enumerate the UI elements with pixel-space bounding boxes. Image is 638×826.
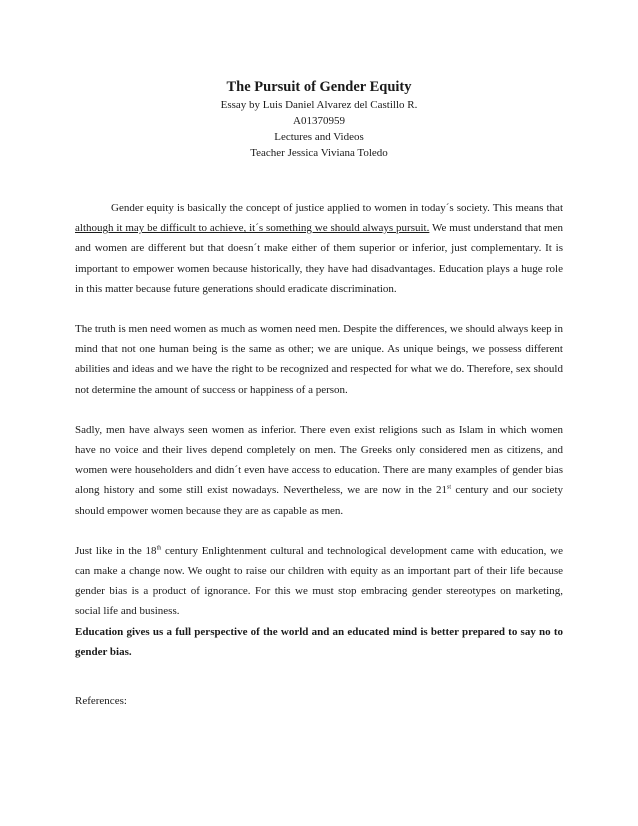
essay-title: The Pursuit of Gender Equity bbox=[226, 79, 412, 95]
paragraph-3-text-a: Sadly, men have always seen women as inferior. There even exist religions such as Islam in which women have no voice and their lives depend completely on men. The Greeks only considered men as citizens, and women were householders and didn´t even have access to education. There are many examples of gender bias along history and some still exist nowadays. Nevertheless, we are now in the 21 bbox=[75, 423, 563, 497]
paragraph-2: The truth is men need women as much as women need men. Despite the differences, we should always keep in mind that not one human being is the same as other; we are unique. As unique beings, we possess different abilities and ideas and we have the right to be recognized and respected for what we do. Therefore, sex should not determine the amount of success or happiness of a person. bbox=[75, 323, 563, 396]
paragraph-spacer bbox=[75, 400, 563, 420]
paragraph-3 bbox=[75, 420, 563, 521]
closing-statement: Education gives us a full perspective of the world and an educated mind is better prepared to say no to gender bias. bbox=[75, 625, 563, 658]
paragraph-spacer bbox=[75, 299, 563, 319]
paragraph-1-underlined: although it may be difficult to achieve, it´s something we should always pursuit. bbox=[75, 222, 430, 235]
essay-byline: Essay by Luis Daniel Alvarez del Castillo R. bbox=[220, 99, 418, 111]
paragraph-3-text-b: century and our society should empower women because they are as capable as men. bbox=[75, 484, 563, 517]
essay-header bbox=[0, 78, 638, 161]
paragraph-4-text-b: century Enlightenment cultural and technological development came with education, we can make a change now. We ought to raise our children with equity as an important part of their life because gender bias is a product of ignorance. For this we must stop embracing gender stereotypes on marketing, social life and business. bbox=[75, 544, 563, 618]
student-id: A01370959 bbox=[293, 115, 345, 127]
paragraph-1 bbox=[75, 198, 563, 299]
paragraph-4-text-a: Just like in the 18 bbox=[75, 544, 157, 557]
paragraph-4-superscript: th bbox=[156, 545, 162, 552]
paragraph-4 bbox=[75, 541, 563, 622]
paragraph-spacer bbox=[75, 521, 563, 541]
course-name: Lectures and Videos bbox=[274, 131, 364, 143]
paragraph-1-text-b: We must understand that men and women are different but that doesn´t make either of them superior or inferior, just complementary. It is important to empower women because historically, they have had disadvantages. Education plays a huge role in this matter because future generations should eradicate discrimination. bbox=[75, 222, 563, 295]
references-heading: References: bbox=[75, 695, 127, 707]
teacher-name: Teacher Jessica Viviana Toledo bbox=[250, 147, 388, 159]
paragraph-3-superscript: st bbox=[447, 484, 452, 491]
paragraph-1-text-a: Gender equity is basically the concept of justice applied to women in today´s society. This means that bbox=[111, 202, 563, 214]
essay-body bbox=[75, 198, 563, 662]
